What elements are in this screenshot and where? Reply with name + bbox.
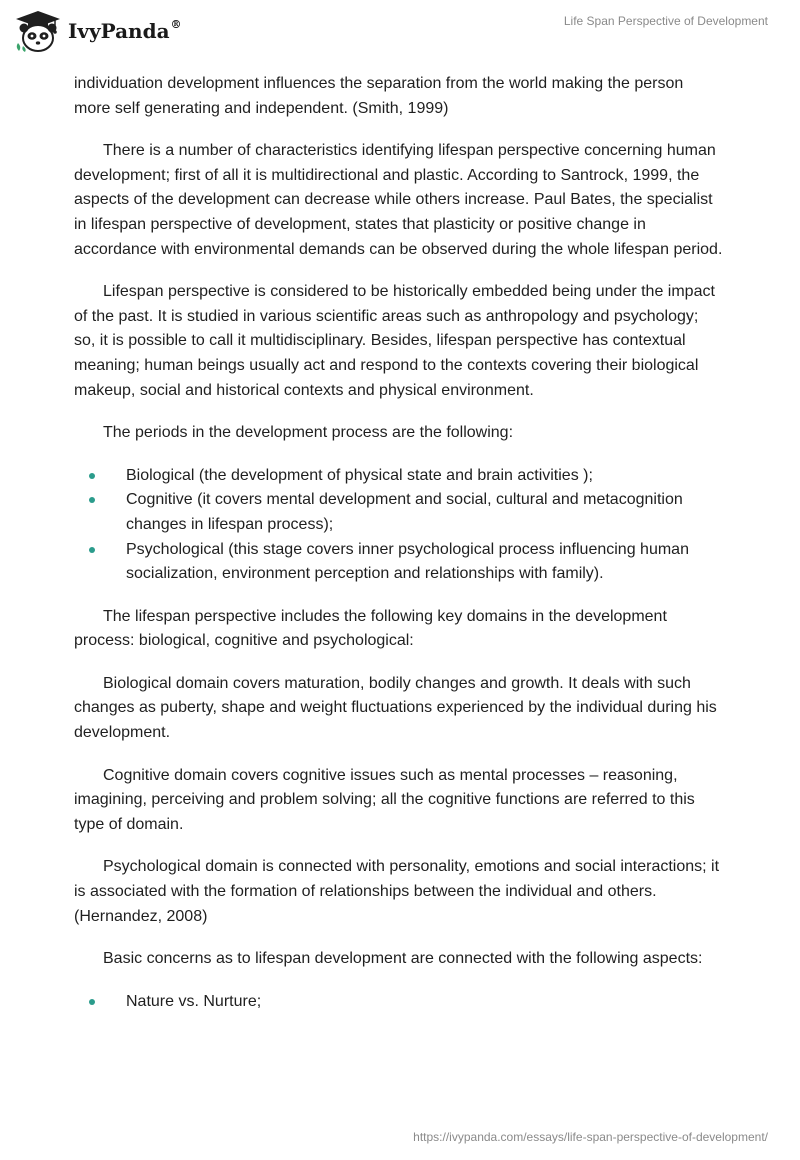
paragraph: There is a number of characteristics identifying lifespan perspective concerning human development; first of all it is multidirectional and plastic. According to Santrock, 1999, the aspects of the development can decrease while others increase. Paul Bates, the specialist in lifespan perspective of development, states that plasticity or positive change in accordance with environmental demands can be observed during the whole lifespan period. [74,142,723,258]
brand-name: IvyPanda® [68,18,182,43]
paragraph: Psychological domain is connected with personality, emotions and social interactions; it is associated with the formation of relationships between the individual and others. (Hernandez, 2008) [74,858,720,925]
paragraph: Cognitive domain covers cognitive issues such as mental processes – reasoning, imagining, perceiving and problem solving; all the cognitive functions are referred to this type of domain. [74,766,695,833]
bullet-icon [89,473,95,479]
paragraph: individuation development influences the separation from the world making the person more self generating and independent. (Smith, 1999) [74,75,684,117]
ivypanda-logo[interactable] [14,9,182,53]
list-item: Psychological (this stage covers inner psychological process influencing human socialization, environment perception and relationships with family). [74,538,724,587]
list-item: Biological (the development of physical state and brain activities ); [74,464,724,489]
development-periods-list [74,464,724,587]
paragraph: The lifespan perspective includes the following key domains in the development process: biological, cognitive and psychological: [74,607,667,650]
paragraph: Basic concerns as to lifespan development are connected with the following aspects: [103,950,703,968]
bullet-icon [89,999,95,1005]
paragraph: The periods in the development process are the following: [103,424,514,442]
panda-logo-icon [14,9,62,53]
bullet-icon [89,547,95,553]
list-item: Nature vs. Nurture; [74,990,724,1015]
document-title: Life Span Perspective of Development [563,14,768,28]
page-header [0,0,800,64]
bullet-icon [89,497,95,503]
essay-body [74,72,724,1032]
paragraph: Biological domain covers maturation, bodily changes and growth. It deals with such changes as puberty, shape and weight fluctuations experienced by the individual during his development. [74,674,717,742]
list-item: Cognitive (it covers mental development and social, cultural and metacognition changes in lifespan process); [74,488,724,537]
basic-concerns-list [74,990,724,1015]
source-url[interactable]: https://ivypanda.com/essays/life-span-perspective-of-development/ [413,1130,768,1144]
paragraph: Lifespan perspective is considered to be historically embedded being under the impact of the past. It is studied in various scientific areas such as anthropology and psychology; so, it is possible to call it multidisciplinary. Besides, lifespan perspective has contextual meaning; human beings usually act and respond to the contexts covering their biological makeup, social and historical contexts and physical environment. [74,283,715,399]
